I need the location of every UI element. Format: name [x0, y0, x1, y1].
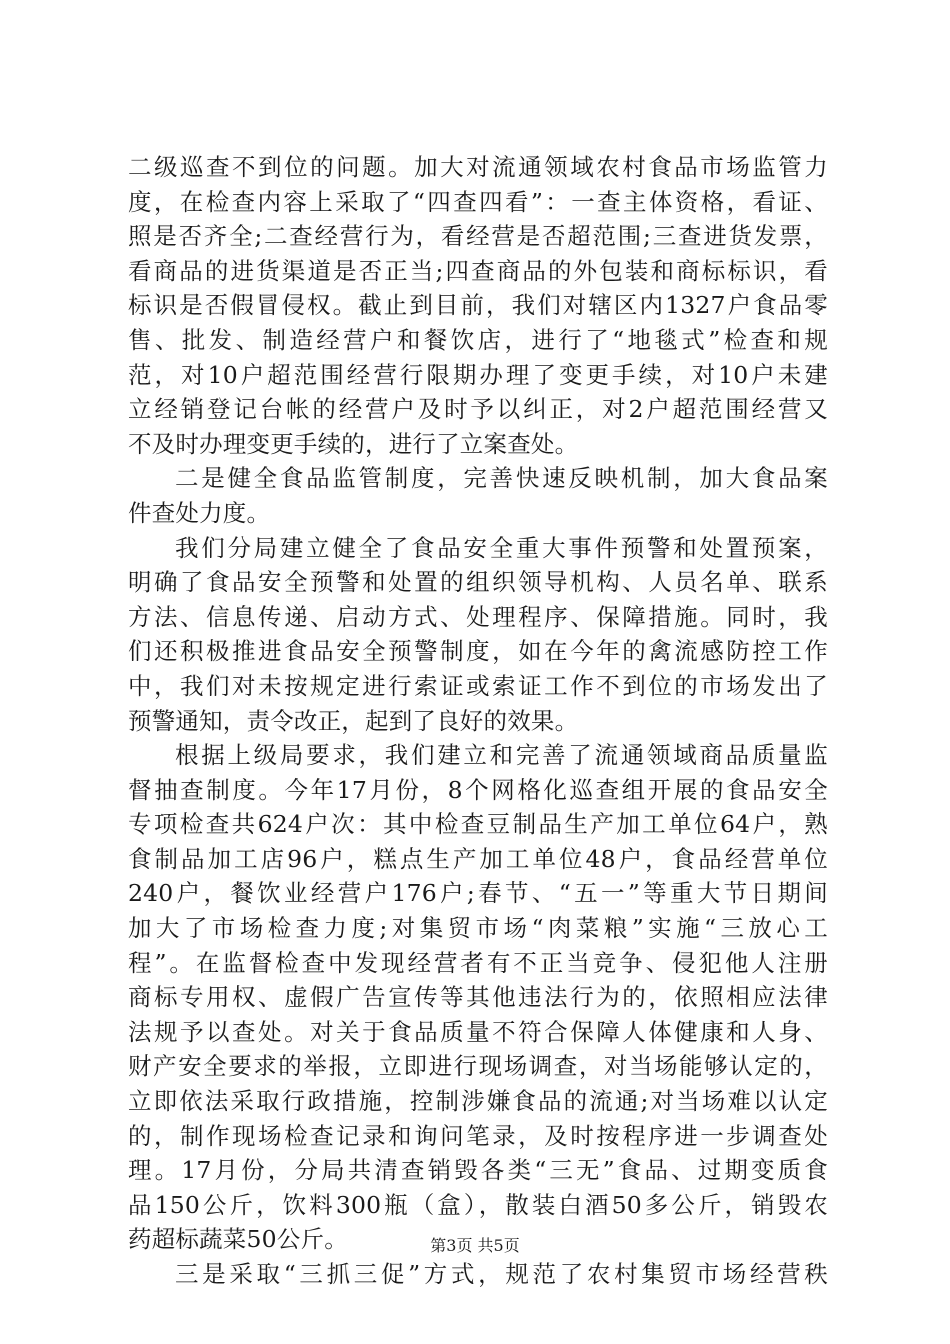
text-line: 立经销登记台帐的经营户及时予以纠正，对2户超范围经营又: [128, 395, 828, 424]
text-line: 专项检查共624户次：其中检查豆制品生产加工单位64户，熟: [128, 810, 828, 839]
text-line: 范，对10户超范围经营行限期办理了变更手续，对10户未建: [128, 360, 828, 389]
text-line: 的，制作现场检查记录和询问笔录，及时按程序进一步调查处: [128, 1121, 828, 1150]
text-line: 们还积极推进食品安全预警制度，如在今年的禽流感防控工作: [128, 637, 828, 666]
text-line: 药超标蔬菜50公斤。: [128, 1225, 348, 1254]
text-line: 加大了市场检查力度;对集贸市场“肉菜粮”实施“三放心工: [128, 914, 828, 943]
text-line: 程”。在监督检查中发现经营者有不正当竞争、侵犯他人注册: [128, 948, 828, 977]
text-line: 看商品的进货渠道是否正当;四查商品的外包装和商标标识，看: [128, 256, 828, 285]
text-line: 标识是否假冒侵权。截止到目前，我们对辖区内1327户食品零: [128, 291, 828, 320]
text-line: 不及时办理变更手续的，进行了立案查处。: [128, 429, 579, 458]
text-line: 品150公斤，饮料300瓶（盒），散装白酒50多公斤，销毁农: [128, 1190, 828, 1219]
page-footer: 第3页 共5页: [430, 1236, 520, 1255]
text-line: 售、批发、制造经营户和餐饮店，进行了“地毯式”检查和规: [128, 325, 828, 354]
text-line: 预警通知，责令改正，起到了良好的效果。: [128, 706, 579, 735]
text-line: 度，在检查内容上采取了“四查四看”：一查主体资格，看证、: [128, 187, 828, 216]
text-line: 二级巡查不到位的问题。加大对流通领域农村食品市场监管力: [128, 153, 828, 181]
text-line: 240户，餐饮业经营户176户;春节、“五一”等重大节日期间: [128, 879, 828, 908]
text-line: 二是健全食品监管制度，完善快速反映机制，加大食品案: [175, 464, 828, 493]
text-line: 中，我们对未按规定进行索证或索证工作不到位的市场发出了: [128, 671, 828, 700]
text-line: 理。17月份，分局共清查销毁各类“三无”食品、过期变质食: [128, 1156, 828, 1185]
text-line: 三是采取“三抓三促”方式，规范了农村集贸市场经营秩: [175, 1260, 828, 1288]
document-body: [128, 150, 828, 1292]
text-line: 明确了食品安全预警和处置的组织领导机构、人员名单、联系: [128, 568, 828, 597]
text-line: 我们分局建立健全了食品安全重大事件预警和处置预案，: [175, 533, 828, 562]
text-line: 方法、信息传递、启动方式、处理程序、保障措施。同时，我: [128, 602, 828, 631]
text-line: 督抽查制度。今年17月份，8个网格化巡查组开展的食品安全: [128, 775, 828, 804]
text-line: 商标专用权、虚假广告宣传等其他违法行为的，依照相应法律: [128, 983, 828, 1012]
text-line: 财产安全要求的举报，立即进行现场调查，对当场能够认定的，: [128, 1052, 828, 1081]
text-line: 食制品加工店96户，糕点生产加工单位48户，食品经营单位: [128, 844, 828, 873]
text-line: 立即依法采取行政措施，控制涉嫌食品的流通;对当场难以认定: [128, 1087, 828, 1116]
text-line: 法规予以查处。对关于食品质量不符合保障人体健康和人身、: [128, 1017, 828, 1046]
text-line: 件查处力度。: [128, 498, 271, 527]
text-line: 根据上级局要求，我们建立和完善了流通领域商品质量监: [175, 741, 828, 770]
text-line: 照是否齐全;二查经营行为，看经营是否超范围;三查进货发票，: [128, 222, 828, 251]
